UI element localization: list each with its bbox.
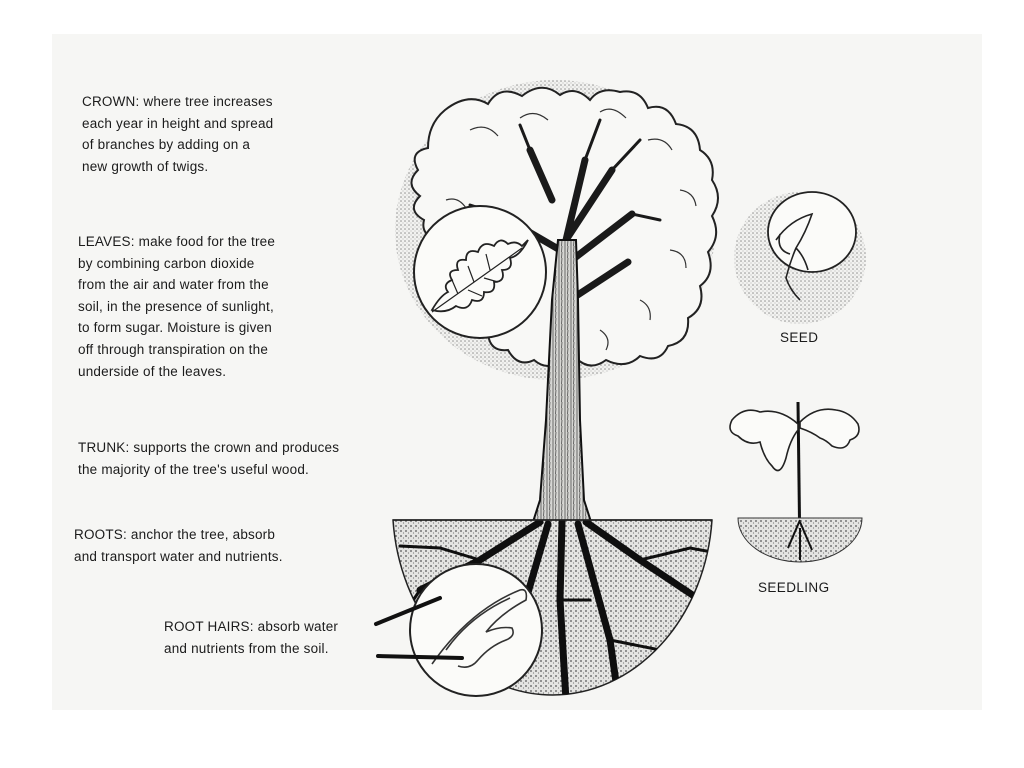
seedling-label: SEEDLING	[758, 580, 830, 595]
root-hairs-description: ROOT HAIRS: absorb water and nutrients from the soil.	[164, 619, 339, 656]
crown-description: CROWN: where tree increases each year in height and spread of branches by adding on a new growth of twigs.	[82, 94, 274, 174]
leaves-description: LEAVES: make food for the tree by combining carbon dioxide from the air and water from the soil, in the presence of sunlight, to form sugar. Moisture is given off through transpiration on the underside of the leaves.	[78, 234, 276, 379]
root-hair-detail-circle	[410, 564, 542, 696]
seedling-leaf-left	[730, 410, 798, 470]
roots-description: ROOTS: anchor the tree, absorb and transport water and nutrients.	[74, 527, 283, 564]
trunk-description: TRUNK: supports the crown and produces the majority of the tree's useful wood.	[78, 440, 340, 477]
seedling-leaf-right	[800, 409, 859, 448]
seed	[768, 192, 856, 272]
seed-label: SEED	[780, 330, 819, 345]
